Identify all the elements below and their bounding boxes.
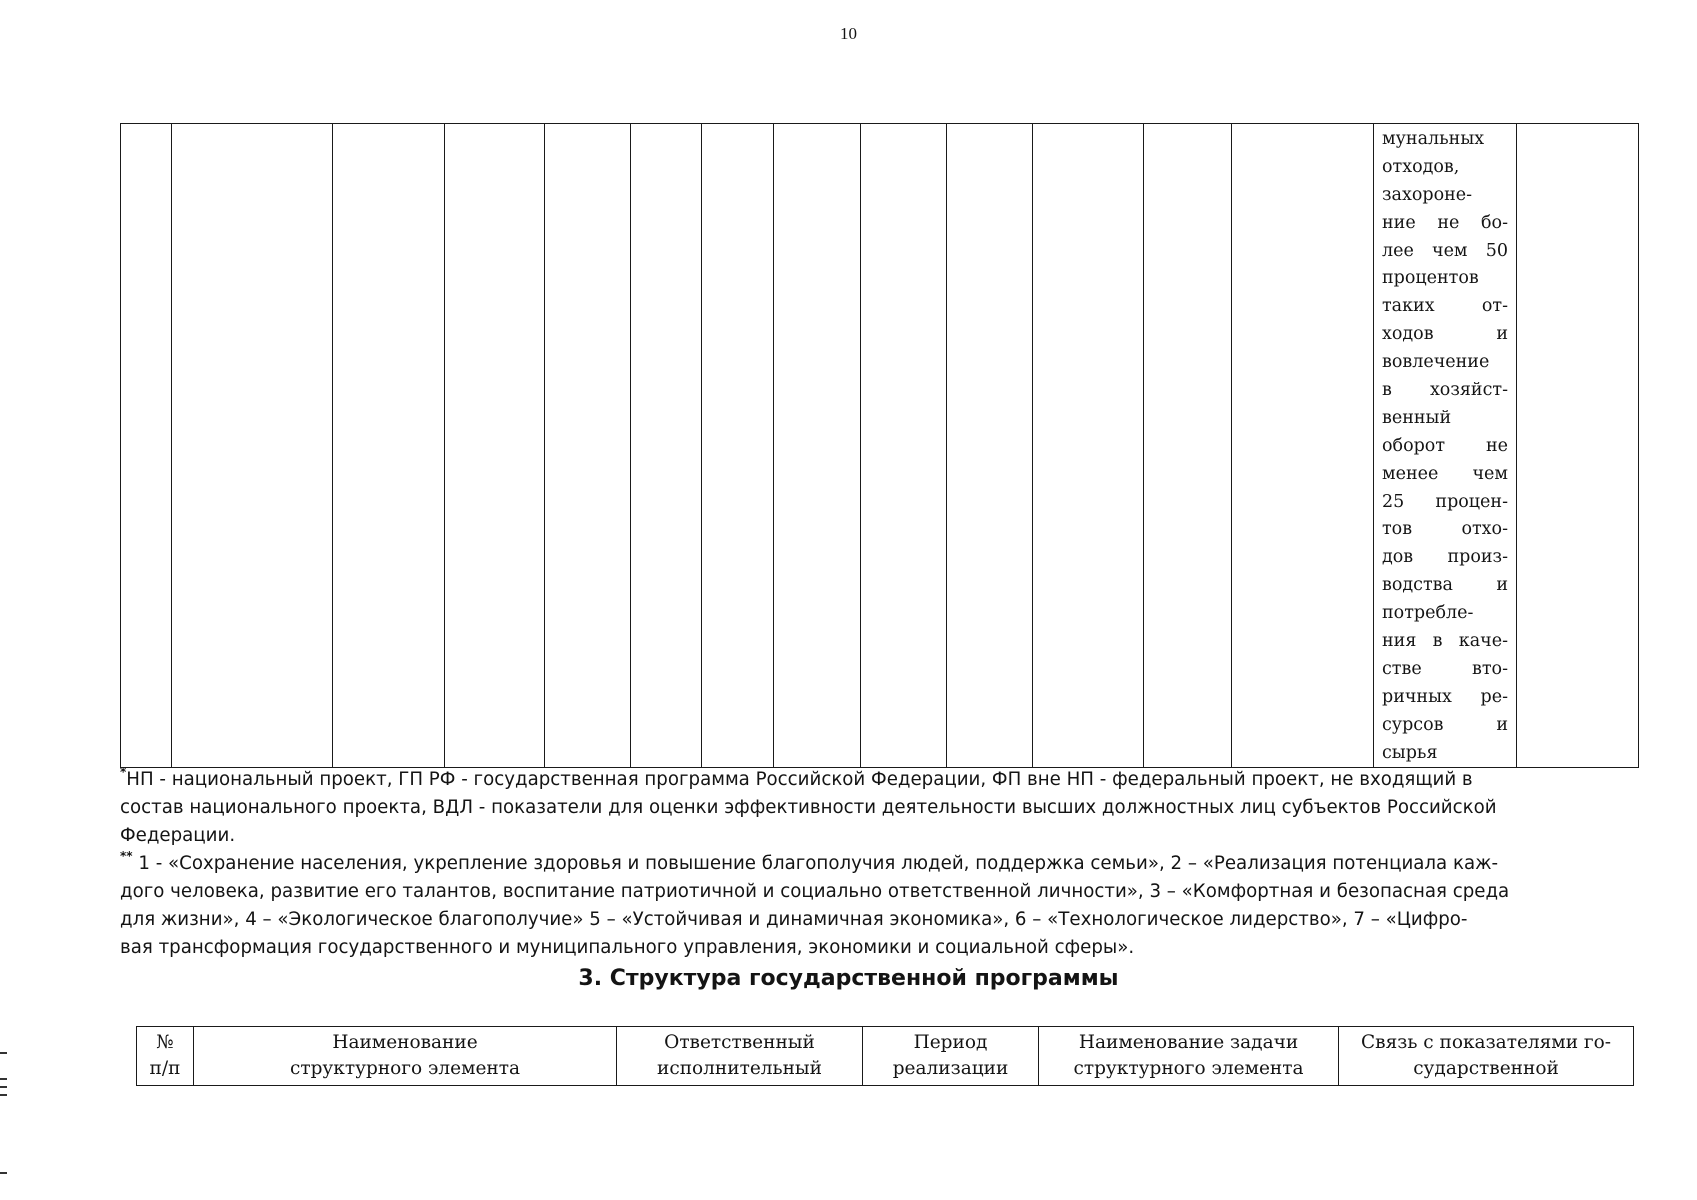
header-text-line: Период <box>913 1032 988 1053</box>
cell-text-line: таких от- <box>1382 296 1508 317</box>
header-text-line: Наименование <box>332 1032 478 1053</box>
cell-text-line: захороне- <box>1382 184 1473 205</box>
structure-header-cell <box>194 1027 617 1086</box>
footnote-text: 1 - «Сохранение населения, укрепление здоровья и повышение благополучия людей, поддержка семьи», 2 – «Реализация потенциала каж- <box>132 853 1499 874</box>
header-text-line: Связь с показателями го- <box>1361 1032 1611 1053</box>
table-cell <box>545 124 631 768</box>
cell-text-line: менее чем <box>1382 463 1508 484</box>
header-text-line: п/п <box>149 1058 181 1079</box>
cell-text-line: сурсов и <box>1382 714 1508 735</box>
footnote-line <box>120 794 1600 822</box>
structure-header-cell <box>137 1027 194 1086</box>
cell-text-line: дов произ- <box>1382 547 1508 568</box>
header-text-line: № <box>156 1032 174 1053</box>
footnote-line <box>120 850 1600 878</box>
table-cell <box>1232 124 1374 768</box>
footnote-text: дого человека, развитие его талантов, воспитание патриотичной и социально ответственной личности», 3 – «Комфортная и безопасная среда <box>120 881 1510 902</box>
cell-text-line: сырья <box>1382 742 1438 763</box>
footnote-text: Федерации. <box>120 825 236 846</box>
page-number: 10 <box>840 24 857 43</box>
table-cell <box>333 124 445 768</box>
cell-text-line: стве вто- <box>1382 658 1508 679</box>
header-text-line: исполнительный <box>657 1058 822 1079</box>
table-cell <box>774 124 861 768</box>
table-cell <box>1517 124 1639 768</box>
table-cell <box>947 124 1033 768</box>
cell-text-line: тов отхо- <box>1382 519 1508 540</box>
footnote-national-goals <box>120 850 1600 962</box>
scan-edge-mark <box>0 1094 7 1096</box>
footnote-line <box>120 934 1600 962</box>
table-cell <box>702 124 774 768</box>
header-text-line: структурного элемента <box>1073 1058 1304 1079</box>
cell-text-line: отходов, <box>1382 156 1460 177</box>
indicator-text-cell <box>1374 124 1517 768</box>
structure-header-cell <box>1039 1027 1339 1086</box>
structure-header-cell <box>1339 1027 1634 1086</box>
scan-edge-mark <box>0 1086 7 1088</box>
footnote-text: вая трансформация государственного и муниципального управления, экономики и социальной сферы». <box>120 937 1135 958</box>
header-text-line: Ответственный <box>664 1032 815 1053</box>
cell-text-line: лее чем 50 <box>1382 240 1508 261</box>
cell-text-line: потребле- <box>1382 603 1474 624</box>
table-cell <box>121 124 172 768</box>
table-cell <box>445 124 545 768</box>
header-text-line: реализации <box>892 1058 1009 1079</box>
header-text-line: структурного элемента <box>289 1058 521 1079</box>
table-cell <box>1144 124 1232 768</box>
scan-edge-mark <box>0 1052 7 1054</box>
table-cell <box>631 124 702 768</box>
cell-text-line: мунальных <box>1382 129 1485 149</box>
table-cell <box>172 124 333 768</box>
footnote-mark: ** <box>120 850 133 863</box>
cell-text-line: ния в каче- <box>1382 631 1508 652</box>
cell-text-line: процентов <box>1382 268 1479 289</box>
footnote-line <box>120 766 1600 794</box>
header-text-line: сударственной <box>1413 1058 1559 1079</box>
structure-table <box>136 1026 1634 1086</box>
table-cell <box>861 124 947 768</box>
cell-text-line: ние не бо- <box>1382 212 1508 233</box>
scan-edge-mark <box>0 1078 7 1080</box>
structure-table-header-row <box>137 1027 1634 1086</box>
continuation-table-row <box>121 124 1639 768</box>
header-text-line: Наименование задачи <box>1078 1032 1299 1053</box>
table-cell <box>1033 124 1144 768</box>
scan-edge-mark <box>0 1172 7 1174</box>
structure-header-cell <box>617 1027 863 1086</box>
cell-text-line: в хозяйст- <box>1382 380 1508 401</box>
footnote-abbreviations <box>120 766 1600 850</box>
section-title: 3. Структура государственной программы <box>578 966 1119 991</box>
footnote-line <box>120 822 1600 850</box>
cell-text-line: венный <box>1382 407 1452 428</box>
footnotes <box>120 766 1600 962</box>
cell-text-line: ричных ре- <box>1382 686 1508 707</box>
footnote-mark: * <box>120 766 127 779</box>
cell-text-line: 25 процен- <box>1382 491 1508 512</box>
continuation-table <box>120 123 1639 768</box>
cell-text-line: вовлечение <box>1382 352 1490 373</box>
footnote-text: состав национального проекта, ВДЛ - показатели для оценки эффективности деятельности высших должностных лиц субъектов Российской <box>120 797 1497 818</box>
cell-text-line: оборот не <box>1382 435 1508 456</box>
structure-header-cell <box>863 1027 1039 1086</box>
footnote-text: для жизни», 4 – «Экологическое благополучие» 5 – «Устойчивая и динамичная экономика», 6 – «Технологическое лидерство», 7 – «Цифро- <box>120 909 1468 930</box>
footnote-text: НП - национальный проект, ГП РФ - государственная программа Российской Федерации, ФП вне НП - федеральный проект, не входящий в <box>126 769 1473 790</box>
footnote-line <box>120 878 1600 906</box>
cell-text-line: водства и <box>1382 575 1508 596</box>
cell-text-line: ходов и <box>1382 324 1508 345</box>
footnote-line <box>120 906 1600 934</box>
